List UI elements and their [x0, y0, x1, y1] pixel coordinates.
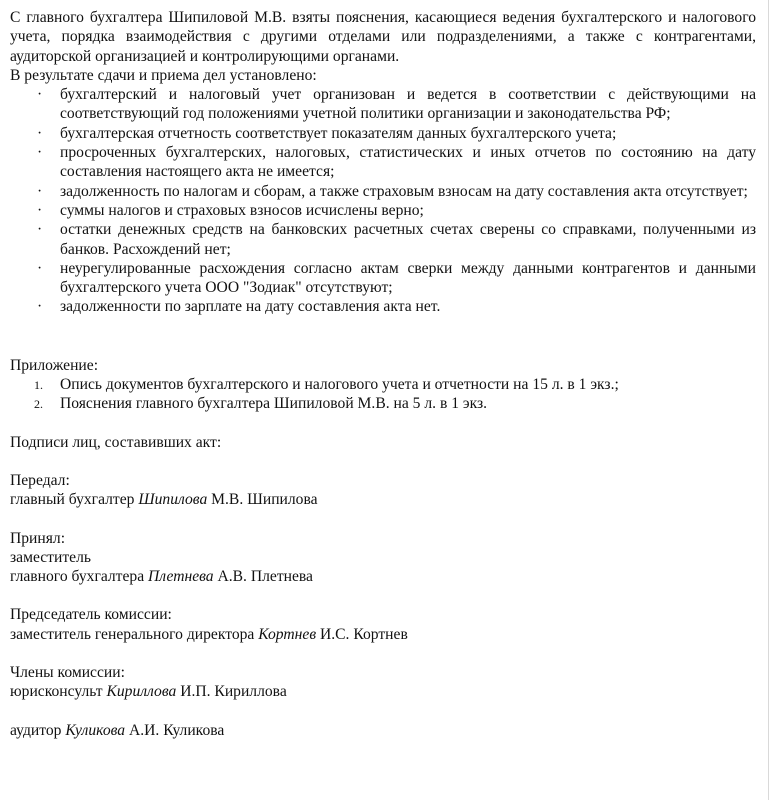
finding-item — [10, 124, 756, 143]
appendix-item — [10, 394, 756, 413]
member-line — [10, 721, 756, 740]
accepted-signature: Плетнева — [148, 568, 214, 586]
member-name: А.И. Куликова — [129, 721, 225, 739]
bullet-icon: · — [37, 298, 43, 316]
intro-paragraph: С главного бухгалтера Шипиловой М.В. взяты пояснения, касающиеся ведения бухгалтерского и налогового учета, порядка взаимодействия с другими отделами или подразделениями, а также с контрагентами, аудиторской организацией и контролирующими органами. — [10, 9, 756, 65]
finding-text: суммы налогов и страховых взносов исчислены верно; — [60, 201, 424, 219]
findings-list — [10, 85, 756, 317]
member-signature: Куликова — [65, 721, 126, 739]
bullet-icon: · — [37, 259, 43, 277]
appendix-heading: Приложение: — [10, 356, 99, 374]
member-name: И.П. Кириллова — [180, 683, 287, 701]
finding-text: остатки денежных средств на банковских расчетных счетах сверены со справками, полученными из банков. Расхождений нет; — [60, 221, 756, 258]
handed-over-signature: Шипилова — [138, 491, 208, 509]
finding-text: просроченных бухгалтерских, налоговых, статистических и иных отчетов по состоянию на дату составления настоящего акта не имеется; — [60, 144, 756, 181]
finding-item — [10, 297, 756, 316]
accepted-position: главного бухгалтера — [10, 568, 145, 586]
finding-item — [10, 201, 756, 220]
chairman-position: заместитель генерального директора — [10, 625, 255, 643]
appendix-number: 1. — [34, 378, 43, 393]
bullet-icon: · — [37, 201, 43, 219]
finding-text: задолженность по налогам и сборам, а также страховым взносам на дату составления акта отсутствует; — [60, 182, 748, 200]
spacer — [10, 452, 756, 471]
appendix-text: Опись документов бухгалтерского и налогового учета и отчетности на 15 л. в 1 экз.; — [60, 376, 619, 394]
finding-item — [10, 182, 756, 201]
spacer — [10, 702, 756, 721]
bullet-icon: · — [37, 124, 43, 142]
handed-over-name: М.В. Шипилова — [211, 491, 318, 509]
spacer — [10, 586, 756, 605]
finding-text: задолженности по зарплате на дату составления акта нет. — [60, 298, 441, 316]
finding-item — [10, 220, 756, 259]
member-position: юрисконсульт — [10, 683, 103, 701]
spacer — [10, 317, 756, 356]
finding-item — [10, 143, 756, 182]
finding-text: неурегулированные расхождения согласно актам сверки между данными контрагентов и данными бухгалтерского учета ООО "Зодиак" отсутствуют; — [60, 259, 756, 297]
members-label: Члены комиссии: — [10, 664, 125, 682]
result-heading: В результате сдачи и приема дел установлено: — [10, 66, 317, 84]
bullet-icon: · — [37, 144, 43, 162]
accepted-line — [10, 567, 756, 586]
appendix-item — [10, 375, 756, 394]
chairman-line — [10, 625, 756, 644]
bullet-icon: · — [37, 182, 43, 200]
chairman-signature: Кортнев — [258, 625, 317, 643]
bullet-icon: · — [37, 221, 43, 239]
finding-item — [10, 259, 756, 298]
accepted-name: А.В. Плетнева — [217, 568, 313, 586]
appendix-text: Пояснения главного бухгалтера Шипиловой М.В. на 5 л. в 1 экз. — [60, 395, 488, 413]
spacer — [10, 644, 756, 663]
member-signature: Кириллова — [106, 683, 177, 701]
accepted-label: Принял: — [10, 529, 66, 547]
appendix-list — [10, 375, 756, 414]
appendix-number: 2. — [34, 397, 43, 412]
signatures-heading: Подписи лиц, составивших акт: — [10, 433, 222, 451]
member-line — [10, 682, 756, 701]
finding-text: бухгалтерский и налоговый учет организован и ведется в соответствии с действующими на соответствующий год положениями учетной политики организации и законодательства РФ; — [60, 86, 756, 123]
spacer — [10, 510, 756, 529]
bullet-icon: · — [37, 86, 43, 104]
accepted-position-line1: заместитель — [10, 548, 91, 566]
page-edge-divider — [768, 0, 769, 800]
handed-over-line — [10, 490, 756, 509]
spacer — [10, 414, 756, 433]
finding-text: бухгалтерская отчетность соответствует показателям данных бухгалтерского учета; — [60, 124, 617, 142]
member-position: аудитор — [10, 721, 62, 739]
handed-over-position: главный бухгалтер — [10, 491, 135, 509]
chairman-name: И.С. Кортнев — [320, 625, 408, 643]
handed-over-label: Передал: — [10, 471, 70, 489]
chairman-label: Председатель комиссии: — [10, 606, 172, 624]
finding-item — [10, 85, 756, 124]
